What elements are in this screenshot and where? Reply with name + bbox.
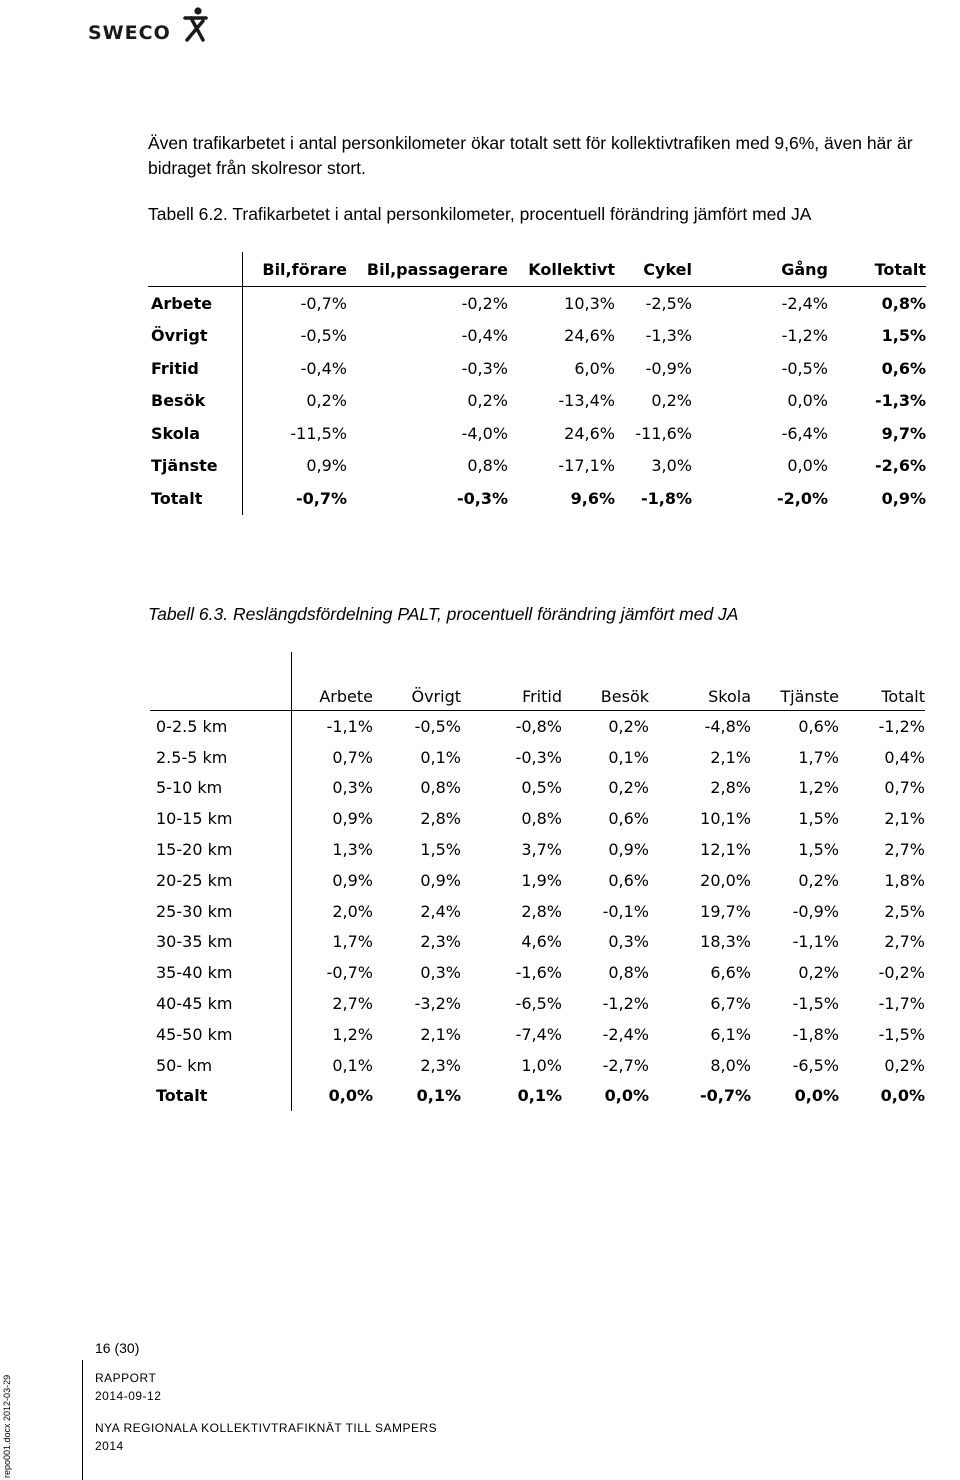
table-cell: -3,2% (414, 994, 461, 1014)
table-cell: 20,0% (700, 870, 751, 890)
table-row (148, 287, 926, 320)
table-row-total (150, 1081, 925, 1112)
row-label: 0-2.5 km (150, 711, 291, 742)
table-cell: 0,3% (420, 963, 461, 983)
sweco-logo (88, 6, 218, 42)
table2-header: Skola (708, 687, 751, 706)
table1-header: Cykel (643, 259, 692, 279)
table-cell: -0,9% (792, 901, 839, 921)
table-cell: -0,3% (456, 488, 508, 508)
footer-project: NYA REGIONALA KOLLEKTIVTRAFIKNÄT TILL SAMPERS (95, 1421, 438, 1435)
table-cell: -6,5% (792, 1055, 839, 1075)
table-cell: 0,6% (608, 870, 649, 890)
table1-header-row (148, 252, 926, 287)
table-cell: 0,2% (798, 963, 839, 983)
table2-header: Tjänste (780, 687, 839, 706)
table-cell: -1,7% (878, 994, 925, 1014)
table-cell: -1,1% (792, 932, 839, 952)
table-row (150, 865, 925, 896)
table1-header: Totalt (874, 259, 926, 279)
table-cell: 4,6% (521, 932, 562, 952)
table2-header: Arbete (319, 687, 373, 706)
table-row (148, 385, 926, 418)
table-cell: 0,1% (517, 1086, 562, 1106)
table-cell: 1,9% (521, 870, 562, 890)
table-cell: 1,2% (332, 1024, 373, 1044)
sweco-person-icon (178, 6, 210, 42)
table-cell: 2,8% (710, 778, 751, 798)
table-cell: -4,8% (704, 716, 751, 736)
row-label: Besök (148, 385, 242, 418)
table2-caption: Tabell 6.3. Reslängdsfördelning PALT, procentuell förändring jämfört med JA (148, 604, 739, 624)
table-row (148, 320, 926, 353)
table-cell: 0,6% (798, 716, 839, 736)
table-cell: -6,5% (515, 994, 562, 1014)
table-cell: 24,6% (564, 423, 615, 443)
table-cell: -1,2% (878, 716, 925, 736)
row-label: Totalt (148, 482, 242, 515)
table-row-total (148, 482, 926, 515)
table-cell: 0,4% (884, 747, 925, 767)
footer-doctype: RAPPORT (95, 1371, 157, 1385)
table-cell: 1,7% (798, 747, 839, 767)
logo-text: SWECO (88, 22, 171, 44)
table1-header: Bil,passagerare (366, 259, 508, 279)
table-cell: 0,6% (881, 358, 926, 378)
table-cell: -6,4% (781, 423, 828, 443)
table-row (150, 957, 925, 988)
table-cell: 6,6% (710, 963, 751, 983)
table-cell: 9,6% (570, 488, 615, 508)
table-cell: -1,1% (326, 716, 373, 736)
table-cell: -0,3% (515, 747, 562, 767)
table1-header: Gång (781, 259, 828, 279)
table-cell: -17,1% (558, 456, 615, 476)
table-row (150, 834, 925, 865)
table1-caption: Tabell 6.2. Trafikarbetet i antal personkilometer, procentuell förändring jämfört med JA (148, 204, 812, 224)
table-cell: 2,3% (420, 1055, 461, 1075)
table-cell: -7,4% (515, 1024, 562, 1044)
table-cell: 6,1% (710, 1024, 751, 1044)
row-label: 15-20 km (150, 834, 291, 865)
table-cell: -13,4% (558, 391, 615, 411)
table-cell: 0,8% (420, 778, 461, 798)
table-cell: 0,0% (794, 1086, 839, 1106)
table-trafikarbete (148, 252, 926, 515)
table-row (148, 450, 926, 483)
table-cell: 19,7% (700, 901, 751, 921)
table-row (148, 352, 926, 385)
table-cell: 2,5% (884, 901, 925, 921)
table-cell: 2,7% (884, 932, 925, 952)
table-row (150, 988, 925, 1019)
table2-header: Övrigt (411, 687, 461, 706)
table-cell: 18,3% (700, 932, 751, 952)
table-cell: 2,1% (710, 747, 751, 767)
table-cell: 0,1% (420, 747, 461, 767)
table-cell: -1,8% (640, 488, 692, 508)
row-label: Fritid (148, 352, 242, 385)
table-cell: -0,4% (300, 358, 347, 378)
table1-header: Bil,förare (262, 259, 347, 279)
table-cell: -0,8% (515, 716, 562, 736)
table-cell: -0,4% (461, 326, 508, 346)
table-cell: 1,0% (521, 1055, 562, 1075)
table-cell: -1,3% (645, 326, 692, 346)
table-cell: 0,9% (332, 809, 373, 829)
table-row (148, 417, 926, 450)
table-cell: 6,7% (710, 994, 751, 1014)
row-label: 25-30 km (150, 896, 291, 927)
row-label: 2.5-5 km (150, 742, 291, 773)
table1-corner (148, 252, 242, 287)
table-cell: 1,2% (798, 778, 839, 798)
table2-header: Totalt (881, 687, 925, 706)
table-cell: -0,2% (878, 963, 925, 983)
table-cell: -0,2% (461, 293, 508, 313)
table-cell: -1,2% (781, 326, 828, 346)
table-cell: 0,2% (651, 391, 692, 411)
table-cell: 2,7% (884, 840, 925, 860)
table-cell: -1,3% (874, 391, 926, 411)
table-cell: 2,4% (420, 901, 461, 921)
table-cell: 0,0% (787, 456, 828, 476)
table-cell: 9,7% (881, 423, 926, 443)
table-cell: 0,9% (420, 870, 461, 890)
table-cell: 8,0% (710, 1055, 751, 1075)
table-cell: 1,5% (798, 840, 839, 860)
table-cell: 0,9% (332, 870, 373, 890)
table-cell: 0,2% (608, 716, 649, 736)
table-cell: 0,1% (332, 1055, 373, 1075)
table-cell: 6,0% (574, 358, 615, 378)
table-cell: 12,1% (700, 840, 751, 860)
row-label: 40-45 km (150, 988, 291, 1019)
row-label: 50- km (150, 1050, 291, 1081)
table-cell: -1,2% (602, 994, 649, 1014)
table-row (150, 711, 925, 742)
table-cell: -0,5% (414, 716, 461, 736)
side-template-text: repo001.docx 2012-03-29 (2, 1374, 12, 1478)
table-row (150, 803, 925, 834)
table-cell: 10,3% (564, 293, 615, 313)
table-row (150, 742, 925, 773)
table-cell: 0,7% (884, 778, 925, 798)
table-cell: 0,0% (880, 1086, 925, 1106)
table-cell: 1,7% (332, 932, 373, 952)
table-cell: 0,9% (306, 456, 347, 476)
table-row (150, 927, 925, 958)
table-cell: 0,3% (332, 778, 373, 798)
row-label: Arbete (148, 287, 242, 320)
table-cell: -2,4% (602, 1024, 649, 1044)
table-cell: 0,0% (787, 391, 828, 411)
table-cell: 0,0% (328, 1086, 373, 1106)
table-cell: -0,7% (699, 1086, 751, 1106)
table-cell: -0,5% (781, 358, 828, 378)
footer-year: 2014 (95, 1439, 124, 1453)
table-cell: 2,7% (332, 994, 373, 1014)
table-cell: 0,3% (608, 932, 649, 952)
row-label: Tjänste (148, 450, 242, 483)
table-cell: 0,6% (608, 809, 649, 829)
table-cell: 0,9% (881, 488, 926, 508)
footer-divider (82, 1360, 83, 1480)
row-label: 30-35 km (150, 927, 291, 958)
table-cell: 2,3% (420, 932, 461, 952)
table-cell: 0,5% (521, 778, 562, 798)
table-cell: -11,6% (635, 423, 692, 443)
table-cell: -1,8% (792, 1024, 839, 1044)
table-cell: 2,0% (332, 901, 373, 921)
page-number: 16 (30) (95, 1340, 140, 1356)
table-cell: 10,1% (700, 809, 751, 829)
table-cell: 1,5% (881, 326, 926, 346)
table-cell: 0,2% (467, 391, 508, 411)
row-label: Totalt (150, 1081, 291, 1112)
table-cell: -2,0% (776, 488, 828, 508)
table-cell: -2,6% (874, 456, 926, 476)
table-row (150, 896, 925, 927)
table-cell: -1,5% (878, 1024, 925, 1044)
table-cell: -2,7% (602, 1055, 649, 1075)
table-cell: 1,5% (420, 840, 461, 860)
table-cell: -0,7% (326, 963, 373, 983)
table-cell: 1,8% (884, 870, 925, 890)
table-cell: 0,2% (884, 1055, 925, 1075)
table-reslangd (150, 652, 925, 1111)
table2-header: Besök (600, 687, 649, 706)
row-label: 10-15 km (150, 803, 291, 834)
table-cell: 0,1% (608, 747, 649, 767)
table-cell: -1,5% (792, 994, 839, 1014)
table2-corner (150, 652, 291, 711)
table-cell: 3,0% (651, 456, 692, 476)
table-cell: 0,2% (608, 778, 649, 798)
table-cell: 0,2% (306, 391, 347, 411)
table-cell: 0,0% (604, 1086, 649, 1106)
row-label: 45-50 km (150, 1019, 291, 1050)
table-cell: -1,6% (515, 963, 562, 983)
table-cell: -0,9% (645, 358, 692, 378)
table-cell: 0,8% (608, 963, 649, 983)
table-cell: 1,3% (332, 840, 373, 860)
row-label: 35-40 km (150, 957, 291, 988)
table-cell: 0,1% (416, 1086, 461, 1106)
table-cell: -4,0% (461, 423, 508, 443)
footer-date: 2014-09-12 (95, 1389, 162, 1403)
table-cell: 2,1% (884, 809, 925, 829)
table-row (150, 1019, 925, 1050)
table-cell: -0,1% (602, 901, 649, 921)
table-cell: 0,9% (608, 840, 649, 860)
table-cell: 0,8% (467, 456, 508, 476)
table-cell: 0,8% (881, 293, 926, 313)
table-cell: -0,5% (300, 326, 347, 346)
row-label: Övrigt (148, 320, 242, 353)
table-cell: 0,8% (521, 809, 562, 829)
row-label: 5-10 km (150, 773, 291, 804)
table-cell: 24,6% (564, 326, 615, 346)
table-cell: 2,8% (420, 809, 461, 829)
row-label: 20-25 km (150, 865, 291, 896)
table-cell: 0,2% (798, 870, 839, 890)
table-cell: 0,7% (332, 747, 373, 767)
table-cell: -2,4% (781, 293, 828, 313)
table-cell: -11,5% (290, 423, 347, 443)
table-cell: -2,5% (645, 293, 692, 313)
table-cell: 2,1% (420, 1024, 461, 1044)
table-cell: 1,5% (798, 809, 839, 829)
intro-paragraph: Även trafikarbetet i antal personkilometer ökar totalt sett för kollektivtrafiken med 9,6%, även här är bidraget från skolresor stort. (148, 133, 913, 178)
table-cell: -0,7% (295, 488, 347, 508)
row-label: Skola (148, 417, 242, 450)
table1-header: Kollektivt (528, 259, 615, 279)
table-cell: -0,3% (461, 358, 508, 378)
table-cell: 2,8% (521, 901, 562, 921)
table2-header-row (150, 652, 925, 711)
table-row (150, 1050, 925, 1081)
table-row (150, 773, 925, 804)
table2-header: Fritid (522, 687, 562, 706)
table-cell: -0,7% (300, 293, 347, 313)
table-cell: 3,7% (521, 840, 562, 860)
